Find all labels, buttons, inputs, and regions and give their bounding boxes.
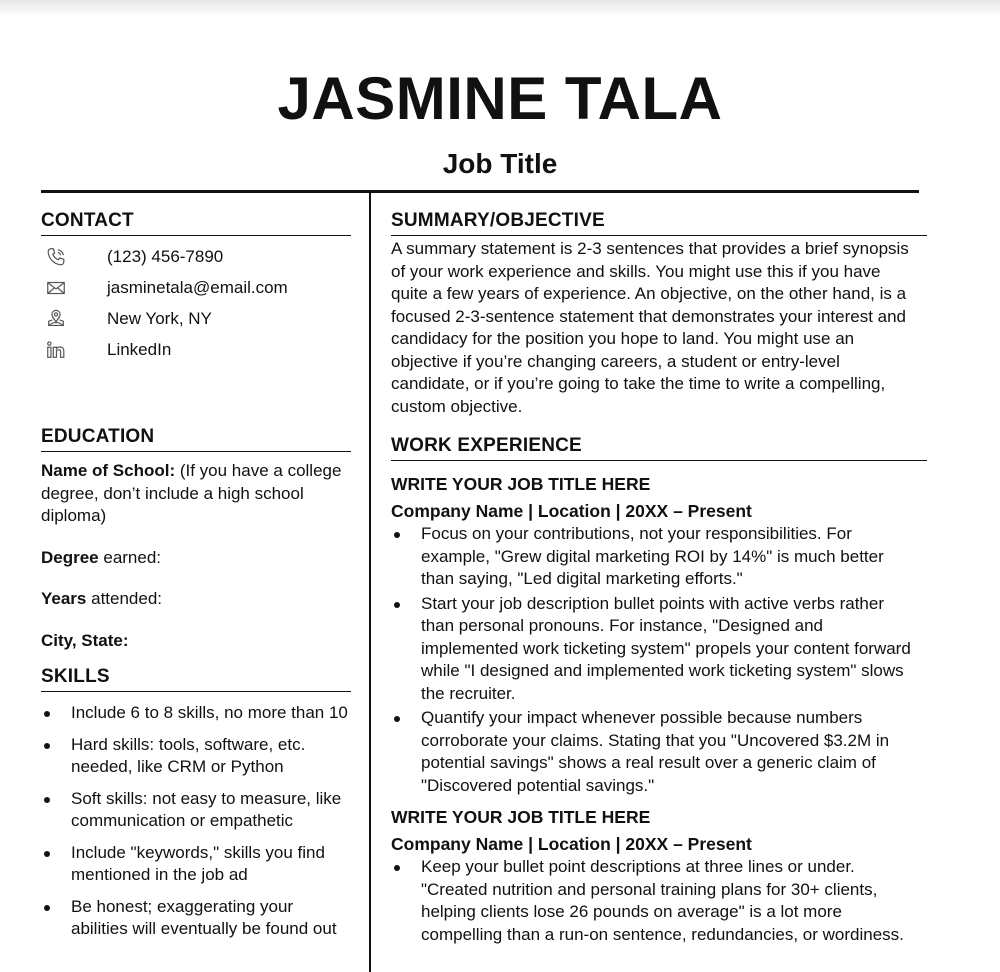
years-entry [41,588,351,611]
mail-icon [41,277,107,299]
education-section [41,460,351,652]
summary-text: A summary statement is 2-3 sentences that provides a brief synopsis of your work experience and skills. You might use this if you have quite a few years of experience. An objective, on the other hand, is a focused 2-3-sentence statement that demonstrates your interest and candidacy for the position you hope to land. You might use an objective if you’re changing careers, a student or entry-level candidate, or if you’re going to take the time to write a compelling, custom objective. [391,239,909,416]
contact-phone [41,241,351,272]
city-label: City, State: [41,630,129,650]
list-item: Keep your bullet point descriptions at three lines or under. "Created nutrition and personal training plans for 30+ clients, helping clients lose 26 pounds on average" is a lot more compelling than a run-on sentence, redundancies, or wordiness. [391,856,921,946]
school-note: (If you have a college degree, don’t include a high school diploma) [41,461,342,525]
company-line-1: Company Name | Location | 20XX – Present [391,501,752,521]
years-text: attended: [86,589,163,608]
contact-linkedin[interactable] [41,334,351,365]
linkedin-link[interactable]: LinkedIn [107,339,172,359]
job-2-bullets [391,856,921,946]
list-item: Include 6 to 8 skills, no more than 10 [41,702,351,725]
location-text: New York, NY [107,308,212,328]
job-title-heading: Job Title [442,148,558,179]
education-heading: EDUCATION [41,424,351,452]
phone-number: (123) 456-7890 [107,246,224,266]
degree-label: Degree [41,547,99,567]
email-address: jasminetala@email.com [107,277,288,297]
job-1-bullets [391,523,921,797]
column-divider [369,192,371,972]
header-divider [41,190,919,193]
list-item: Quantify your impact whenever possible because numbers corroborate your claims. Stating that you "Uncovered $3.2M in potential savings" shows a real result over a generic claim of "Discovered potential savings." [391,707,921,797]
contact-location [41,303,351,334]
skills-heading: SKILLS [41,664,351,692]
skills-list [41,702,351,941]
summary-heading: SUMMARY/OBJECTIVE [391,208,927,236]
job-title-2: WRITE YOUR JOB TITLE HERE [391,807,651,827]
list-item: Soft skills: not easy to measure, like communication or empathetic [41,788,351,833]
job-title-1: WRITE YOUR JOB TITLE HERE [391,474,651,494]
contact-email [41,272,351,303]
list-item: Be honest; exaggerating your abilities will eventually be found out [41,896,351,941]
contact-heading: CONTACT [41,208,351,236]
location-pin-icon [41,308,107,330]
left-column [41,208,351,941]
viewer-top-bar [0,0,1000,16]
city-entry [41,630,351,653]
work-experience-heading: WORK EXPERIENCE [391,433,927,461]
candidate-name: JASMINE TALA [277,65,723,132]
degree-text: earned: [98,547,162,567]
linkedin-icon [41,339,107,361]
company-line-2: Company Name | Location | 20XX – Present [391,834,752,854]
years-label: Years [41,589,87,608]
school-entry [41,460,351,528]
list-item: Hard skills: tools, software, etc. needed, like CRM or Python [41,734,351,779]
phone-icon [41,246,107,268]
school-label: Name of School: [41,461,176,480]
list-item: Focus on your contributions, not your responsibilities. For example, "Grew digital marketing ROI by 14%" is much better than saying, "Led digital marketing efforts." [391,523,921,591]
list-item: Start your job description bullet points with active verbs rather than personal pronouns. For instance, "Designed and implemented work ticketing system" propels your content forward while "I designed and implemented work ticketing system" slows the recruiter. [391,593,921,706]
degree-entry [41,547,351,570]
list-item: Include "keywords," skills you find mentioned in the job ad [41,842,351,887]
right-column [391,208,927,946]
